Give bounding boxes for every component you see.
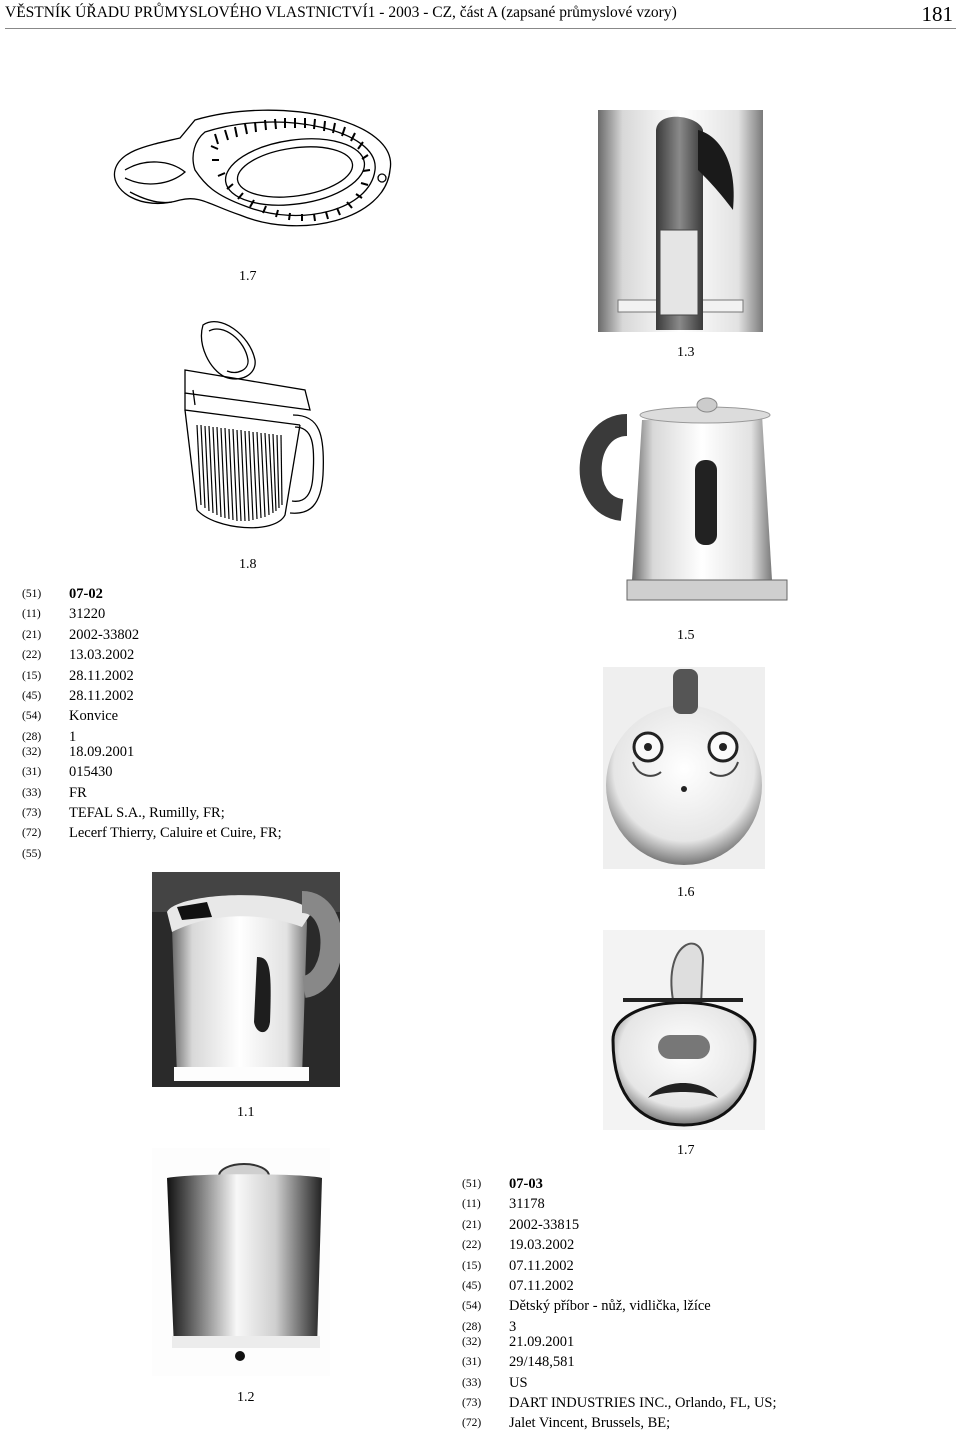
figure-caption: 1.5 [677, 628, 695, 643]
header-divider [5, 28, 956, 29]
figure-caption: 1.7 [677, 1143, 695, 1158]
record-field [22, 708, 402, 728]
field-value: 28.11.2002 [69, 687, 134, 704]
figure-kettle-side-photo [577, 385, 790, 613]
field-value: Konvice [69, 708, 119, 725]
record-field [22, 846, 402, 866]
field-value: 015430 [69, 764, 113, 781]
design-record-2 [462, 1176, 882, 1436]
figure-kettle-top-photo [603, 930, 765, 1130]
field-code: (22) [22, 649, 42, 662]
figure-kettle-front-photo [152, 1148, 330, 1376]
field-code: (51) [22, 588, 42, 600]
field-code: (15) [22, 669, 42, 682]
field-value: US [509, 1374, 528, 1391]
field-value: 07.11.2002 [509, 1277, 574, 1294]
field-value: TEFAL S.A., Rumilly, FR; [69, 804, 225, 821]
record-field [462, 1298, 882, 1318]
field-value: FR [69, 784, 87, 801]
record-field [462, 1395, 882, 1415]
record-field [22, 764, 402, 784]
figure-pitcher-drawing [175, 315, 335, 545]
field-code: (51) [462, 1178, 482, 1190]
record-field [462, 1176, 882, 1196]
record-field [462, 1237, 882, 1257]
field-value: 2002-33815 [509, 1216, 580, 1233]
field-code: (33) [462, 1376, 482, 1389]
figure-kettle-perspective-photo [152, 872, 340, 1087]
page-header [5, 4, 955, 26]
field-code: (73) [462, 1396, 482, 1409]
design-record-1 [22, 586, 402, 866]
field-code: (28) [22, 730, 42, 743]
figure-caption: 1.3 [677, 345, 695, 360]
field-code: (21) [22, 628, 42, 641]
record-field [22, 785, 402, 805]
figure-caption: 1.7 [239, 269, 257, 284]
figure-caption: 1.6 [677, 885, 695, 900]
field-code: (45) [22, 689, 42, 702]
record-field [22, 606, 402, 626]
field-code: (22) [462, 1239, 482, 1252]
field-value: 07-02 [69, 586, 103, 602]
field-value: Jalet Vincent, Brussels, BE; [509, 1415, 671, 1432]
field-code: (11) [462, 1198, 481, 1211]
field-code: (72) [462, 1417, 482, 1430]
field-code: (45) [462, 1279, 482, 1292]
field-value: 07.11.2002 [509, 1257, 574, 1274]
field-code: (55) [22, 847, 42, 860]
field-value: 19.03.2002 [509, 1237, 575, 1254]
field-code: (28) [462, 1320, 482, 1333]
figure-kettle-base-photo [603, 667, 765, 869]
record-field [462, 1217, 882, 1237]
field-value: 13.03.2002 [69, 647, 135, 664]
figure-caption: 1.8 [239, 557, 257, 572]
field-value: 3 [509, 1318, 517, 1335]
field-code: (32) [462, 1335, 482, 1348]
record-field [22, 744, 402, 764]
field-code: (54) [462, 1300, 482, 1313]
field-code: (72) [22, 827, 42, 840]
field-code: (54) [22, 710, 42, 723]
figure-caption: 1.2 [237, 1390, 255, 1405]
field-value: 29/148,581 [509, 1354, 575, 1371]
field-value: Lecerf Thierry, Caluire et Cuire, FR; [69, 825, 282, 842]
record-field [462, 1334, 882, 1354]
field-value: 31220 [69, 606, 106, 623]
field-value: DART INDUSTRIES INC., Orlando, FL, US; [509, 1394, 777, 1411]
field-value: 18.09.2001 [69, 743, 135, 760]
record-field [462, 1415, 882, 1435]
field-value: 07-03 [509, 1176, 543, 1192]
record-field [22, 825, 402, 845]
field-code: (32) [22, 745, 42, 758]
record-field [462, 1196, 882, 1216]
record-field [22, 627, 402, 647]
field-code: (11) [22, 608, 41, 621]
record-field [22, 647, 402, 667]
field-code: (73) [22, 806, 42, 819]
field-code: (31) [462, 1356, 482, 1369]
field-code: (31) [22, 766, 42, 779]
record-field [22, 586, 402, 606]
page-number: 181 [921, 2, 953, 26]
journal-title: VĚSTNÍK ÚŘADU PRŮMYSLOVÉHO VLASTNICTVÍ1 - 2003 - CZ, část A (zapsané průmyslové vzory) [5, 4, 677, 21]
field-value: 21.09.2001 [509, 1333, 575, 1350]
field-value: 31178 [509, 1196, 545, 1213]
record-field [462, 1278, 882, 1298]
record-field [22, 668, 402, 688]
field-code: (33) [22, 786, 42, 799]
record-field [462, 1319, 882, 1334]
record-field [22, 729, 402, 744]
figure-pitcher-lid-drawing [100, 100, 400, 260]
record-field [22, 805, 402, 825]
record-field [462, 1354, 882, 1374]
figure-caption: 1.1 [237, 1105, 255, 1120]
record-field [462, 1258, 882, 1278]
field-value: 28.11.2002 [69, 667, 134, 684]
record-field [22, 688, 402, 708]
field-value: 2002-33802 [69, 626, 140, 643]
field-value: Dětský příbor - nůž, vidlička, lžíce [509, 1298, 711, 1315]
field-code: (21) [462, 1218, 482, 1231]
field-value: 1 [69, 728, 77, 745]
field-code: (15) [462, 1259, 482, 1272]
record-field [462, 1375, 882, 1395]
figure-kettle-rear-photo [598, 100, 763, 332]
